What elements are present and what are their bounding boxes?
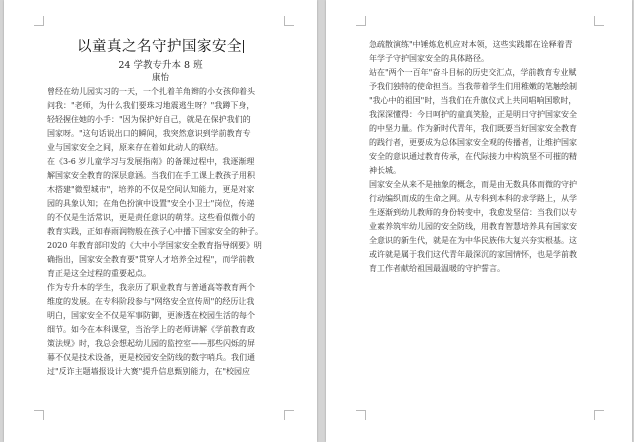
text-line: 轻轻握住她的小手："因为保护好自己，就是在保护我们的 xyxy=(47,115,251,124)
margin-corner-mark xyxy=(284,410,294,420)
text-line: 在《3-6 岁儿童学习与发展指南》的备课过程中，我逐渐理 xyxy=(47,157,255,166)
text-line: 急疏散演练"中锤炼危机应对本领，这些实践都在诠释着青 xyxy=(369,40,573,49)
document-page-left xyxy=(4,0,317,442)
page2-body-text[interactable] xyxy=(369,38,595,276)
text-line: 木搭建"微型城市"，培养的不仅是空间认知能力，更是对家 xyxy=(47,185,255,194)
text-line: 国家安全从来不是抽象的概念，而是由无数具体而微的守护 xyxy=(369,180,577,189)
text-line: 业素养筑牢幼儿园的安全防线，用教育智慧培养具有国家安 xyxy=(369,222,577,231)
document-title-line[interactable] xyxy=(4,35,317,56)
text-line: 维度的发展。在专科阶段参与"网络安全宣传周"的经历让我 xyxy=(47,297,255,306)
text-line: 育正是这全过程的重要起点。 xyxy=(47,269,151,278)
document-title: 以童真之名守护国家安全 xyxy=(77,39,242,55)
text-line: 生逐渐到幼儿教师的身份转变中，我愈发坚信：当我们以专 xyxy=(369,208,577,217)
text-line: 全意识的新生代，就是在为中华民族伟大复兴夯实根基。这 xyxy=(369,236,577,245)
text-line: 教育实践，正如春雨润物般在孩子心中播下国家安全的种子。 xyxy=(47,227,263,236)
text-line: 年学子守护国家安全的具体路径。 xyxy=(369,54,489,63)
document-author: 康怡 xyxy=(151,73,169,83)
text-line: "我心中的祖国"时，当我们在升旗仪式上共同唱响国歌时， xyxy=(369,96,577,105)
text-line: 我深深懂得：今日呵护的童真笑脸，正是明日守护国家安全 xyxy=(369,110,577,119)
margin-corner-mark xyxy=(594,16,604,26)
text-line: 育工作者献给祖国最温暖的守护誓言。 xyxy=(369,264,505,273)
text-line: 站在"两个一百年"奋斗目标的历史交汇点，学前教育专业赋 xyxy=(369,68,577,77)
page1-body-text[interactable] xyxy=(47,85,285,379)
text-line: 或许就是属于我们这代青年最深沉的家国情怀，也是学前教 xyxy=(369,250,577,259)
margin-corner-mark xyxy=(284,16,294,26)
margin-corner-mark xyxy=(34,410,44,420)
text-line: 细节。如今在本科课堂，当治学上的老师讲解《学前教育政 xyxy=(47,325,255,334)
document-subtitle: 24 学教专升本 8 班 xyxy=(118,60,203,71)
text-line: 的中坚力量。作为新时代青年，我们既要当好国家安全教育 xyxy=(369,124,577,133)
text-line: 安全的意识通过教育传承，在代际接力中构筑坚不可摧的精 xyxy=(369,152,577,161)
margin-corner-mark xyxy=(34,16,44,26)
text-line: 行动编织而成的生命之网。从专科到本科的求学路上，从学 xyxy=(369,194,577,203)
text-line: 业与国家安全之间，原来存在着如此动人的联结。 xyxy=(47,143,223,152)
text-line: 2020 年教育部印发的《大中小学国家安全教育指导纲要》明 xyxy=(47,241,262,250)
text-line: 明白，国家安全不仅是军事防御，更渗透在校园生活的每个 xyxy=(47,311,255,320)
text-line: 园的具象认知；在角色扮演中设置"安全小卫士"岗位，传递 xyxy=(47,199,255,208)
text-line: 曾经在幼儿园实习的一天，一个扎着羊角辫的小女孩仰着头 xyxy=(47,87,255,96)
margin-corner-mark xyxy=(594,410,604,420)
margin-corner-mark xyxy=(356,410,366,420)
text-line: 幕不仅是技术设备，更是校园安全防线的数字哨兵。我们通 xyxy=(47,353,255,362)
text-line: 问我："老师，为什么我们要珠习地震逃生呀？"我蹲下身， xyxy=(47,101,255,110)
text-line: 策法规》时，我总会想起幼儿园的监控室——那些闪烁的屏 xyxy=(47,339,255,348)
text-line: 确指出，国家安全教育要"贯穿人才培养全过程"，而学前教 xyxy=(47,255,255,264)
text-line: 解国家安全教育的深层意涵。当我们在手工课上教孩子用积 xyxy=(47,171,255,180)
document-page-right xyxy=(326,0,632,442)
text-line: 的践行者，更要成为总体国家安全观的传播者，让维护国家 xyxy=(369,138,577,147)
text-line: 过"反诈主题墙报设计大赛"提升信息甄别能力，在"校园应 xyxy=(47,367,251,376)
text-line: 的不仅是生活常识，更是责任意识的萌芽。这些看似微小的 xyxy=(47,213,255,222)
text-line: 神长城。 xyxy=(369,166,401,175)
text-line: 予我们独特的使命担当。当我带着学生们用稚嫩的笔触绘制 xyxy=(369,82,577,91)
text-line: 国家呀。"这句话说出口的瞬间，我突然意识到学前教育专 xyxy=(47,129,251,138)
text-cursor xyxy=(243,40,244,53)
margin-corner-mark xyxy=(356,16,366,26)
text-line: 作为专升本的学生，我亲历了职业教育与普通高等教育两个 xyxy=(47,283,255,292)
